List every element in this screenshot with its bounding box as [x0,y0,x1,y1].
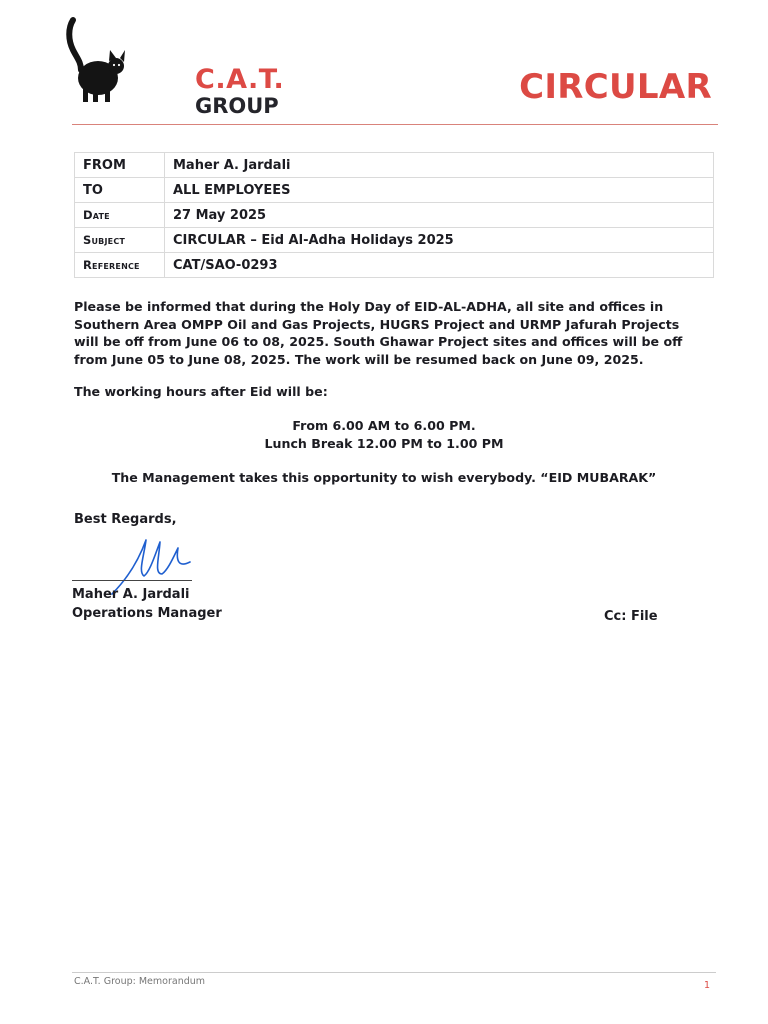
table-row [75,253,714,278]
reference-value: CAT/SAO-0293 [165,253,714,278]
lunch-break-line: Lunch Break 12.00 PM to 1.00 PM [264,436,504,451]
signer-title: Operations Manager [72,606,222,621]
signer-name: Maher A. Jardali [72,587,190,602]
from-label: FROM [75,153,165,178]
logo-group-text: GROUP [195,94,279,118]
date-value: 27 May 2025 [165,203,714,228]
table-row [75,228,714,253]
cc-note: Cc: File [604,609,658,624]
table-row [75,203,714,228]
company-logo [64,16,285,118]
signature-line [72,580,192,581]
black-cat-icon [64,16,189,108]
page-number: 1 [704,980,711,991]
from-value: Maher A. Jardali [165,153,714,178]
working-hours-intro: The working hours after Eid will be: [74,384,328,399]
notice-paragraph: Please be informed that during the Holy Day of EID-AL-ADHA, all site and offices in Southern Area OMPP Oil and Gas Projects, HUGRS Project and URMP Jafurah Projects will be off from June 06 to 08, 2025. South Ghawar Project sites and offices will be off from June 05 to June 08, 2025. The work will be resumed back on June 09, 2025. [74,299,683,367]
header-info-table [74,152,714,278]
footer-divider [72,972,716,973]
greeting-line: The Management takes this opportunity to wish everybody. “EID MUBARAK” [111,470,657,485]
to-value: ALL EMPLOYEES [165,178,714,203]
subject-label: Subject [75,228,165,253]
document-type-title: CIRCULAR [519,67,712,107]
footer-text: C.A.T. Group: Memorandum [74,976,206,987]
to-label: TO [75,178,165,203]
header-divider [72,124,718,125]
reference-label: Reference [75,253,165,278]
table-row [75,153,714,178]
date-label: Date [75,203,165,228]
closing-regards: Best Regards, [74,512,177,527]
working-hours-line: From 6.00 AM to 6.00 PM. [292,418,476,433]
logo-brand-text: C.A.T. [195,64,285,95]
subject-value: CIRCULAR – Eid Al-Adha Holidays 2025 [165,228,714,253]
table-row [75,178,714,203]
